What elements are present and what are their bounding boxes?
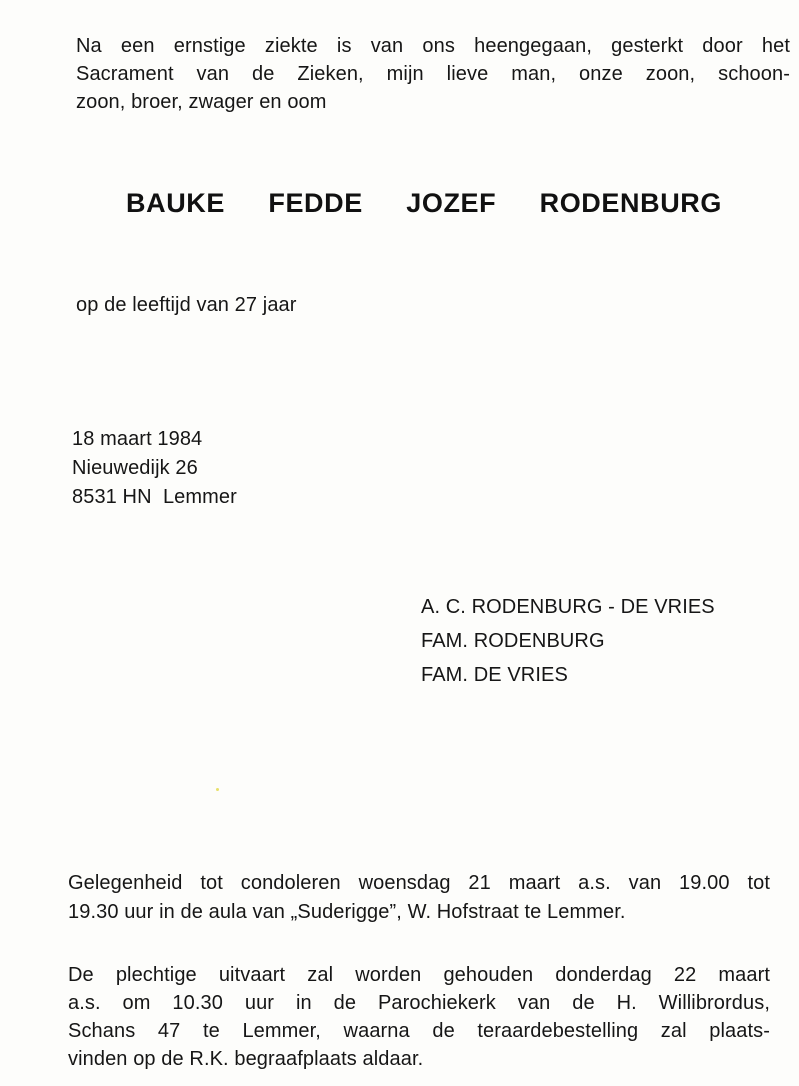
signatory-2: FAM. RODENBURG — [421, 630, 605, 652]
funeral-line-4: vinden op de R.K. begraafplaats aldaar. — [68, 1048, 424, 1070]
street-line: Nieuwedijk 26 — [72, 457, 198, 479]
paper-speck — [216, 788, 219, 791]
condolence-line-1: Gelegenheid tot condoleren woensdag 21 maart a.s. van 19.00 tot — [68, 872, 770, 894]
intro-line-2: Sacrament van de Zieken, mijn lieve man, onze zoon, schoon- — [76, 63, 790, 85]
intro-line-3: zoon, broer, zwager en oom — [76, 91, 327, 113]
deceased-name: BAUKE FEDDE JOZEF RODENBURG — [126, 188, 722, 218]
funeral-line-1: De plechtige uitvaart zal worden gehouden donderdag 22 maart — [68, 964, 770, 986]
date-line: 18 maart 1984 — [72, 428, 203, 450]
funeral-line-2: a.s. om 10.30 uur in de Parochiekerk van de H. Willibrordus, — [68, 992, 770, 1014]
condolence-line-2: 19.30 uur in de aula van „Suderigge”, W. Hofstraat te Lemmer. — [68, 901, 626, 923]
signatory-1: A. C. RODENBURG - DE VRIES — [421, 596, 715, 618]
age-line: op de leeftijd van 27 jaar — [76, 294, 297, 316]
signatory-3: FAM. DE VRIES — [421, 664, 568, 686]
intro-line-1: Na een ernstige ziekte is van ons heengegaan, gesterkt door het — [76, 35, 790, 57]
postal-line: 8531 HN Lemmer — [72, 486, 237, 508]
funeral-line-3: Schans 47 te Lemmer, waarna de teraardebestelling zal plaats- — [68, 1020, 770, 1042]
